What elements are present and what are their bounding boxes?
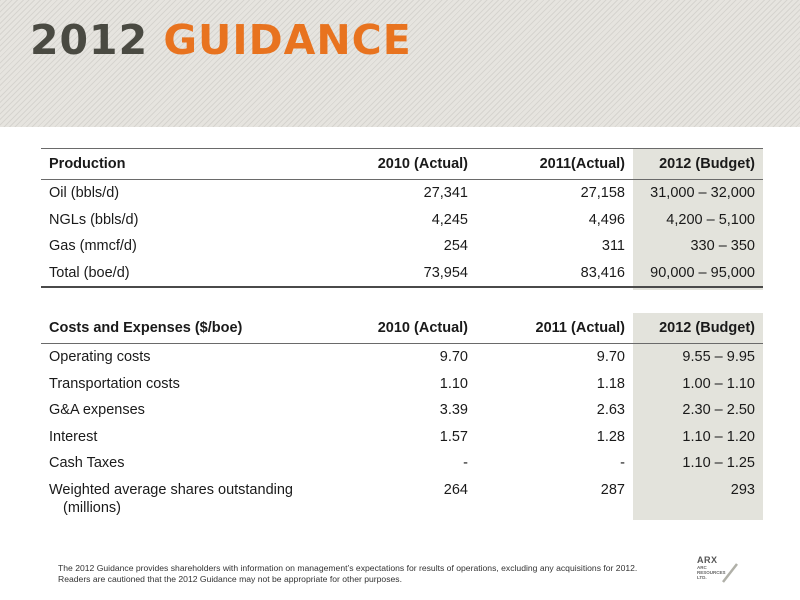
value-2010: 254 [443,238,468,255]
row-label [41,477,331,521]
value-2012: 9.55 – 9.95 [682,349,755,366]
row-label: Total (boe/d) [41,260,331,288]
value-2010: 27,341 [423,185,468,202]
row-label-line2: (millions) [63,499,121,516]
table-row [41,260,763,288]
footnote [58,563,698,585]
value-2012: 1.00 – 1.10 [682,375,755,392]
value-2012: 90,000 – 95,000 [633,260,763,288]
row-label: G&A expenses [49,402,145,419]
table-row [41,397,763,424]
footnote-line1: The 2012 Guidance provides shareholders with information on management’s expectations for results of operations, excluding any acquisitions for 2012. [58,563,638,573]
table-row [41,477,763,521]
value-2011: 9.70 [596,349,625,366]
table-row [41,180,763,207]
value-2012: 31,000 – 32,000 [650,185,755,202]
row-label: Transportation costs [49,375,180,392]
value-2012: 2.30 – 2.50 [682,402,755,419]
header-2012: 2012 (Budget) [633,313,763,344]
value-2011: 1.28 [596,428,625,445]
header-2010: 2010 (Actual) [331,149,476,180]
value-2011: 27,158 [580,185,625,202]
costs-table [41,313,763,521]
row-label: Gas (mmcf/d) [49,238,137,255]
row-label: Oil (bbls/d) [49,185,120,202]
header-2011: 2011 (Actual) [476,313,633,344]
costs-header-row [41,313,763,344]
row-label: Cash Taxes [49,455,125,472]
value-2012: 4,200 – 5,100 [666,211,755,228]
table-row [41,233,763,260]
value-2011: 1.18 [596,375,625,392]
value-2010: 1.10 [439,375,468,392]
header-2012: 2012 (Budget) [633,149,763,180]
value-2010: 73,954 [331,260,476,288]
value-2010: - [463,455,468,472]
header-2010: 2010 (Actual) [331,313,476,344]
value-2012: 330 – 350 [690,238,755,255]
value-2011: - [620,455,625,472]
row-label: Interest [49,428,98,445]
table-row [41,424,763,451]
value-2012: 1.10 – 1.25 [682,455,755,472]
table-row [41,207,763,234]
value-2011: 287 [600,481,625,498]
title-year: 2012 [30,16,149,64]
value-2010: 1.57 [439,428,468,445]
value-2010: 9.70 [439,349,468,366]
value-2012: 1.10 – 1.20 [682,428,755,445]
value-2012: 293 [730,481,755,498]
row-label-line1: Weighted average shares outstanding [49,481,293,498]
header-label: Costs and Expenses ($/boe) [41,313,331,344]
value-2011: 83,416 [476,260,633,288]
value-2010: 4,245 [431,211,468,228]
logo-sub1: ARC [697,565,707,570]
logo-sub2: RESOURCES [697,570,726,575]
header-band [0,0,800,127]
row-label: Operating costs [49,349,151,366]
header-2011: 2011(Actual) [476,149,633,180]
value-2011: 4,496 [588,211,625,228]
logo-name: ARX [697,555,718,565]
title-word: GUIDANCE [163,16,412,64]
value-2011: 311 [601,238,625,255]
footnote-line2: Readers are cautioned that the 2012 Guidance may not be appropriate for other purposes. [58,574,402,584]
header-label: Production [41,149,331,180]
production-table [41,148,763,288]
value-2010: 3.39 [439,402,468,419]
logo-slash-icon [719,563,741,583]
table-row [41,371,763,398]
table-row [41,344,763,371]
production-header-row [41,149,763,180]
value-2010: 264 [443,481,468,498]
logo-sub3: LTD. [697,575,707,580]
value-2011: 2.63 [596,402,625,419]
page-title [30,14,412,66]
company-logo [697,555,757,585]
table-row [41,450,763,477]
row-label: NGLs (bbls/d) [49,211,139,228]
